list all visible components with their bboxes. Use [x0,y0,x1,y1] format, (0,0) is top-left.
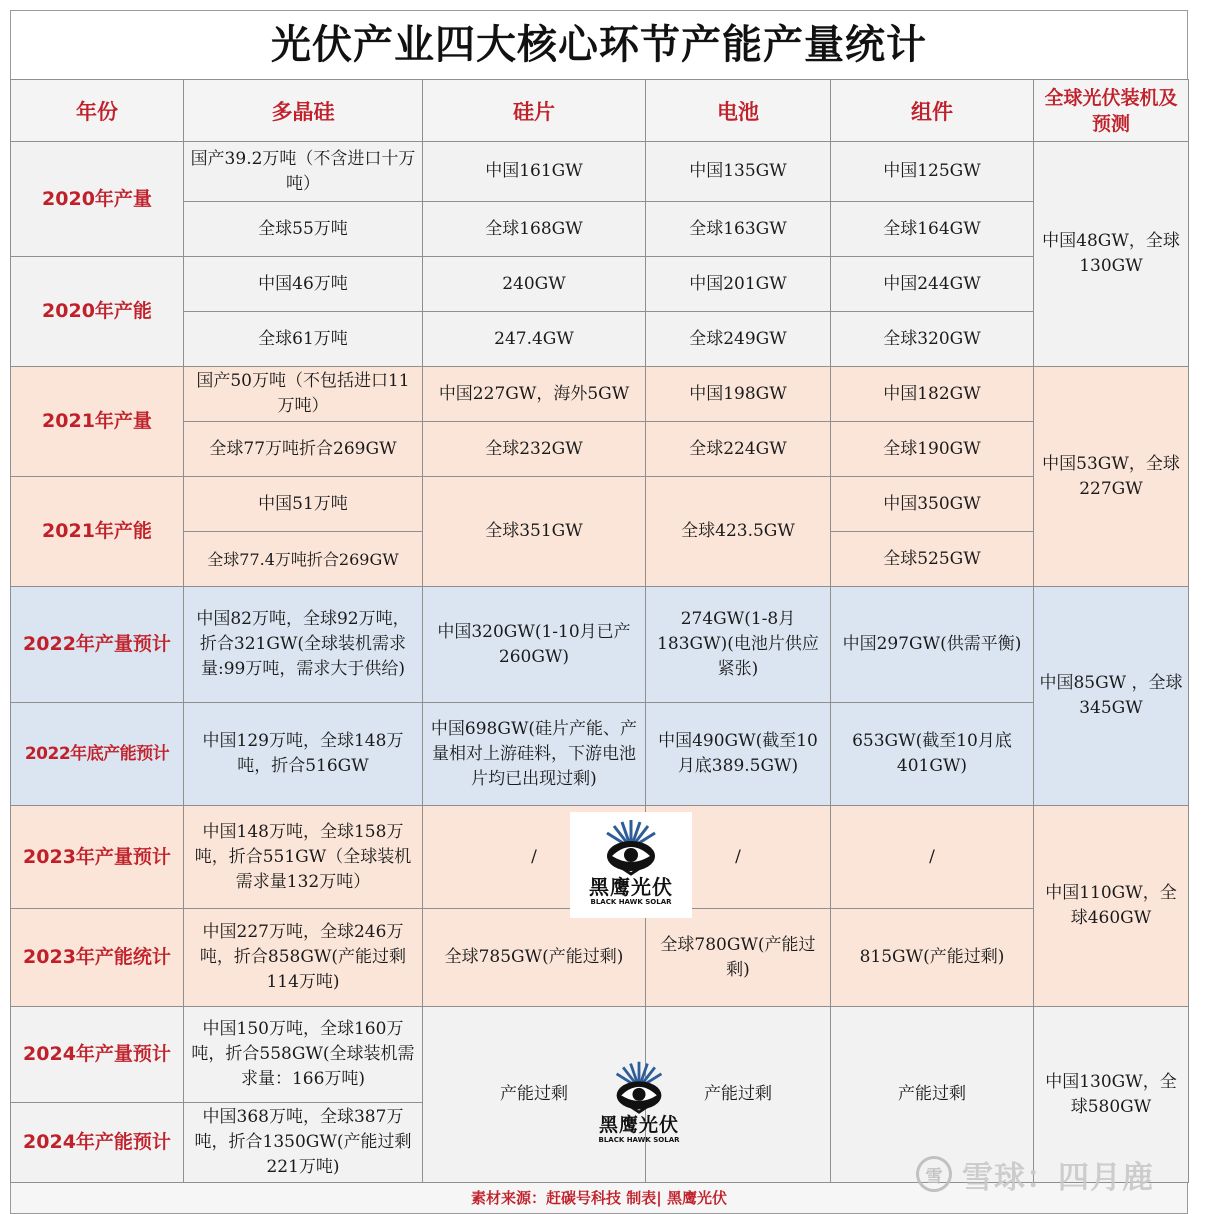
year-cell: 2021年产量 [11,367,184,477]
table-row [11,909,1189,1007]
polysilicon-cell: 中国368万吨，全球387万吨，折合1350GW(产能过剩221万吨) [184,1103,423,1183]
wafer-cell: 中国320GW(1-10月已产260GW) [423,587,646,703]
table-row [11,142,1189,202]
module-cell: 中国244GW [831,257,1034,312]
module-cell: 中国125GW [831,142,1034,202]
cell-cell: 中国135GW [646,142,831,202]
polysilicon-cell: 中国150万吨，全球160万吨，折合558GW(全球装机需求量：166万吨) [184,1007,423,1103]
hawk-icon [596,816,666,876]
wafer-cell: 中国161GW [423,142,646,202]
header-year: 年份 [11,80,184,142]
table-row [11,587,1189,703]
installation-cell: 中国110GW，全球460GW [1034,806,1189,1007]
year-cell: 2020年产量 [11,142,184,257]
brand-logo [570,812,692,918]
module-cell: 产能过剩 [831,1007,1034,1183]
module-cell: 815GW(产能过剩) [831,909,1034,1007]
wafer-cell: 中国698GW(硅片产能、产量相对上游硅料，下游电池片均已出现过剩) [423,703,646,806]
cell-cell: 全球224GW [646,422,831,477]
header-installation: 全球光伏装机及预测 [1034,80,1189,142]
table-row [11,367,1189,422]
polysilicon-cell: 国产39.2万吨（不含进口十万吨） [184,142,423,202]
module-cell: 中国350GW [831,477,1034,532]
year-cell: 2023年产量预计 [11,806,184,909]
cell-cell: 中国201GW [646,257,831,312]
polysilicon-cell: 中国46万吨 [184,257,423,312]
cell-cell: 中国490GW(截至10月底389.5GW) [646,703,831,806]
polysilicon-cell: 全球55万吨 [184,202,423,257]
page-title: 光伏产业四大核心环节产能产量统计 [10,10,1188,79]
module-cell: 全球164GW [831,202,1034,257]
logo-name-en: BLACK HAWK SOLAR [590,898,672,906]
logo-name-cn: 黑鹰光伏 [598,1114,679,1136]
year-cell: 2020年产能 [11,257,184,367]
module-cell: 653GW(截至10月底401GW) [831,703,1034,806]
wafer-cell: 全球351GW [423,477,646,587]
xueqiu-logo-icon: 雪 [916,1156,952,1192]
table-row [11,312,1189,367]
xueqiu-watermark [916,1152,1154,1196]
module-cell: 全球320GW [831,312,1034,367]
header-row [11,80,1189,142]
polysilicon-cell: 全球77万吨折合269GW [184,422,423,477]
stats-sheet [10,10,1188,1214]
watermark-text: 雪球：四月鹿 [962,1159,1154,1196]
polysilicon-cell: 中国82万吨，全球92万吨，折合321GW(全球装机需求量:99万吨，需求大于供给) [184,587,423,703]
cell-cell: 全球163GW [646,202,831,257]
header-cell: 电池 [646,80,831,142]
cell-cell: 产能过剩 [646,1007,831,1183]
polysilicon-cell: 中国51万吨 [184,477,423,532]
hawk-icon [606,1058,672,1114]
header-polysilicon: 多晶硅 [184,80,423,142]
brand-logo [584,1054,694,1160]
polysilicon-cell: 全球61万吨 [184,312,423,367]
module-cell: 中国182GW [831,367,1034,422]
wafer-cell: 产能过剩 [423,1007,646,1183]
installation-cell: 中国85GW ，全球345GW [1034,587,1189,806]
installation-cell: 中国53GW，全球227GW [1034,367,1189,587]
table-row [11,422,1189,477]
year-cell: 2022年底产能预计 [11,703,184,806]
year-cell: 2023年产能统计 [11,909,184,1007]
source-footer: 素材来源：赶碳号科技 制表| 黑鹰光伏 [10,1183,1188,1214]
header-module: 组件 [831,80,1034,142]
polysilicon-cell: 中国227万吨，全球246万吨，折合858GW(产能过剩114万吨) [184,909,423,1007]
wafer-cell: 全球785GW(产能过剩) [423,909,646,1007]
wafer-cell: 240GW [423,257,646,312]
capacity-table [10,79,1189,1183]
installation-cell: 中国130GW，全球580GW [1034,1007,1189,1183]
year-cell: 2024年产量预计 [11,1007,184,1103]
polysilicon-cell: 全球77.4万吨折合269GW [184,532,423,587]
table-row [11,477,1189,532]
wafer-cell: 全球168GW [423,202,646,257]
installation-cell: 中国48GW，全球130GW [1034,142,1189,367]
table-row [11,703,1189,806]
polysilicon-cell: 中国129万吨，全球148万吨，折合516GW [184,703,423,806]
year-cell: 2022年产量预计 [11,587,184,703]
cell-cell: / [646,806,831,909]
wafer-cell: 全球232GW [423,422,646,477]
cell-cell: 中国198GW [646,367,831,422]
cell-cell: 全球423.5GW [646,477,831,587]
wafer-cell: / [423,806,646,909]
cell-cell: 274GW(1-8月183GW)(电池片供应紧张) [646,587,831,703]
module-cell: 中国297GW(供需平衡) [831,587,1034,703]
cell-cell: 全球249GW [646,312,831,367]
wafer-cell: 中国227GW，海外5GW [423,367,646,422]
year-cell: 2021年产能 [11,477,184,587]
table-row [11,257,1189,312]
cell-cell: 全球780GW(产能过剩) [646,909,831,1007]
table-row [11,202,1189,257]
header-wafer: 硅片 [423,80,646,142]
logo-name-en: BLACK HAWK SOLAR [598,1136,680,1144]
year-cell: 2024年产能预计 [11,1103,184,1183]
module-cell: 全球525GW [831,532,1034,587]
logo-name-cn: 黑鹰光伏 [589,875,673,899]
polysilicon-cell: 中国148万吨，全球158万吨，折合551GW（全球装机需求量132万吨） [184,806,423,909]
wafer-cell: 247.4GW [423,312,646,367]
module-cell: / [831,806,1034,909]
module-cell: 全球190GW [831,422,1034,477]
polysilicon-cell: 国产50万吨（不包括进口11万吨） [184,367,423,422]
